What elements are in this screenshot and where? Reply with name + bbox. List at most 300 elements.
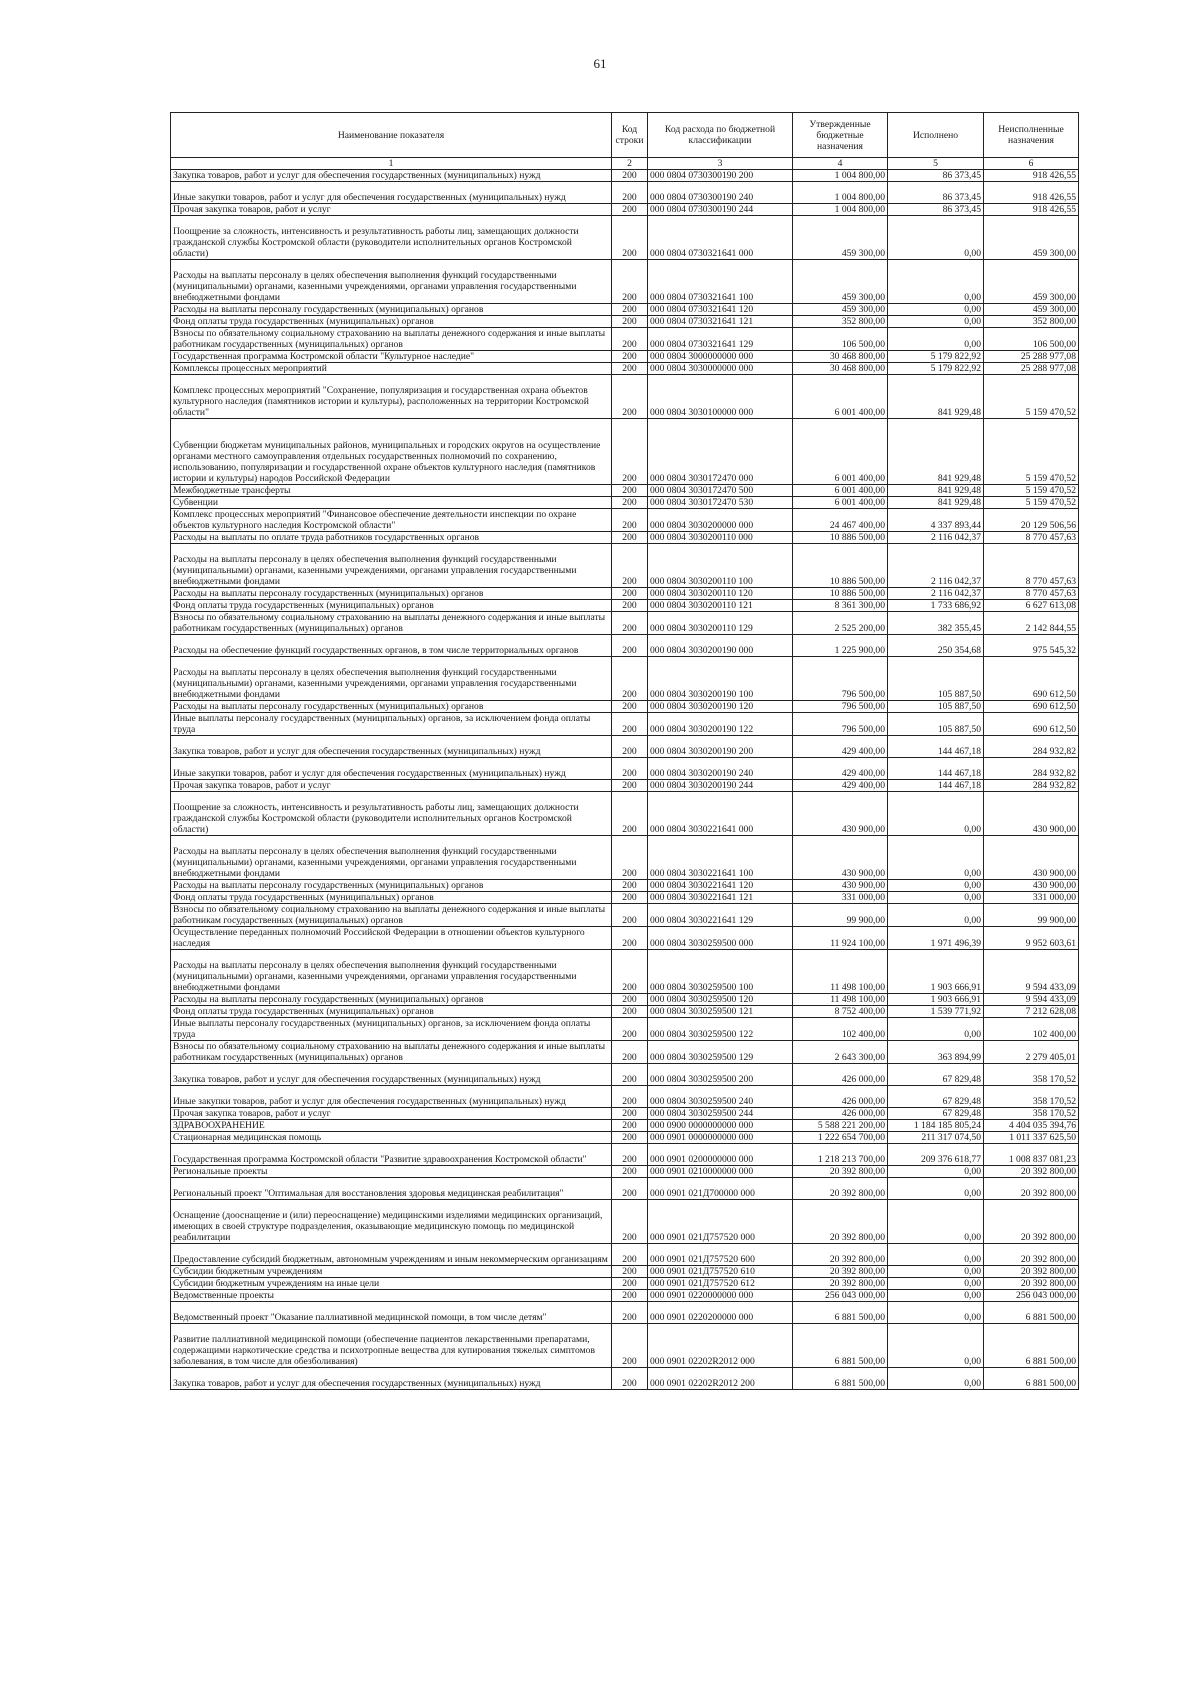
row-approved: 796 500,00	[793, 713, 888, 736]
row-budget-code: 000 0804 0730321641 121	[648, 316, 793, 328]
row-executed: 5 179 822,92	[888, 363, 984, 375]
row-unexecuted: 6 627 613,08	[984, 600, 1079, 612]
row-budget-code: 000 0804 0730300190 244	[648, 204, 793, 216]
row-approved: 11 498 100,00	[793, 994, 888, 1006]
table-row	[171, 588, 1079, 600]
row-budget-code: 000 0804 3030200190 000	[648, 635, 793, 657]
row-approved: 99 900,00	[793, 904, 888, 927]
page-number: 61	[593, 56, 607, 71]
table-row	[171, 1324, 1079, 1368]
table-row	[171, 1178, 1079, 1200]
table-row	[171, 316, 1079, 328]
row-approved: 1 004 800,00	[793, 170, 888, 182]
row-code: 200	[612, 736, 648, 758]
row-budget-code: 000 0804 3030221641 000	[648, 792, 793, 836]
row-executed: 841 929,48	[888, 419, 984, 485]
row-budget-code: 000 0901 021Д757520 610	[648, 1266, 793, 1278]
row-unexecuted: 430 900,00	[984, 836, 1079, 880]
row-budget-code: 000 0804 3030200110 129	[648, 612, 793, 635]
row-approved: 1 004 800,00	[793, 182, 888, 204]
row-executed: 86 373,45	[888, 204, 984, 216]
table-row	[171, 485, 1079, 497]
row-unexecuted: 9 594 433,09	[984, 994, 1079, 1006]
row-executed: 382 355,45	[888, 612, 984, 635]
row-code: 200	[612, 1120, 648, 1132]
row-name: Расходы на выплаты персоналу в целях обеспечения выполнения функций государственными (муниципальными) органами, казенными учреждениями, органами управления государственными внебюджетными фондами	[171, 260, 612, 304]
table-row	[171, 1244, 1079, 1266]
row-approved: 20 392 800,00	[793, 1244, 888, 1266]
column-number: 1	[171, 158, 612, 170]
table-row	[171, 836, 1079, 880]
row-unexecuted: 20 392 800,00	[984, 1178, 1079, 1200]
row-executed: 0,00	[888, 1166, 984, 1178]
row-executed: 0,00	[888, 1200, 984, 1244]
row-executed: 105 887,50	[888, 657, 984, 701]
row-unexecuted: 99 900,00	[984, 904, 1079, 927]
row-approved: 6 001 400,00	[793, 419, 888, 485]
table-row	[171, 1108, 1079, 1120]
row-name: Оснащение (дооснащение и (или) переоснащение) медицинскими изделиями медицинских организаций, имеющих в своей структуре подразделения, оказывающие медицинскую помощь по медицинской реабилитации	[171, 1200, 612, 1244]
row-approved: 30 468 800,00	[793, 351, 888, 363]
row-name: Иные закупки товаров, работ и услуг для обеспечения государственных (муниципальных) нужд	[171, 758, 612, 780]
table-row	[171, 758, 1079, 780]
row-executed: 1 184 185 805,24	[888, 1120, 984, 1132]
row-name: Закупка товаров, работ и услуг для обеспечения государственных (муниципальных) нужд	[171, 1368, 612, 1390]
row-budget-code: 000 0804 3030259500 120	[648, 994, 793, 1006]
row-code: 200	[612, 1178, 648, 1200]
row-code: 200	[612, 170, 648, 182]
row-unexecuted: 430 900,00	[984, 792, 1079, 836]
row-executed: 144 467,18	[888, 758, 984, 780]
row-budget-code: 000 0804 3030259500 121	[648, 1006, 793, 1018]
table-row	[171, 1278, 1079, 1290]
row-budget-code: 000 0804 3030259500 244	[648, 1108, 793, 1120]
table-row	[171, 260, 1079, 304]
row-code: 200	[612, 328, 648, 351]
row-unexecuted: 918 426,55	[984, 204, 1079, 216]
row-unexecuted: 690 612,50	[984, 701, 1079, 713]
table-row	[171, 1302, 1079, 1324]
row-unexecuted: 284 932,82	[984, 736, 1079, 758]
row-approved: 430 900,00	[793, 836, 888, 880]
row-code: 200	[612, 927, 648, 950]
row-code: 200	[612, 1144, 648, 1166]
row-approved: 1 222 654 700,00	[793, 1132, 888, 1144]
row-approved: 1 218 213 700,00	[793, 1144, 888, 1166]
row-unexecuted: 284 932,82	[984, 780, 1079, 792]
row-name: Межбюджетные трансферты	[171, 485, 612, 497]
row-approved: 106 500,00	[793, 328, 888, 351]
table-row	[171, 497, 1079, 509]
row-approved: 796 500,00	[793, 657, 888, 701]
row-approved: 8 752 400,00	[793, 1006, 888, 1018]
table-row	[171, 351, 1079, 363]
table-row	[171, 780, 1079, 792]
row-unexecuted: 25 288 977,08	[984, 351, 1079, 363]
row-budget-code: 000 0901 0220200000 000	[648, 1302, 793, 1324]
table-row	[171, 950, 1079, 994]
row-name: Предоставление субсидий бюджетным, автономным учреждениям и иным некоммерческим организациям	[171, 1244, 612, 1266]
row-unexecuted: 918 426,55	[984, 170, 1079, 182]
row-name: Фонд оплаты труда государственных (муниципальных) органов	[171, 600, 612, 612]
row-executed: 2 116 042,37	[888, 588, 984, 600]
row-code: 200	[612, 304, 648, 316]
row-code: 200	[612, 1266, 648, 1278]
row-budget-code: 000 0804 0730321641 120	[648, 304, 793, 316]
row-executed: 0,00	[888, 304, 984, 316]
row-executed: 2 116 042,37	[888, 532, 984, 544]
row-unexecuted: 6 881 500,00	[984, 1302, 1079, 1324]
row-name: Региональные проекты	[171, 1166, 612, 1178]
row-budget-code: 000 0804 3030200190 240	[648, 758, 793, 780]
row-code: 200	[612, 880, 648, 892]
row-approved: 429 400,00	[793, 736, 888, 758]
column-header-name: Наименование показателя	[171, 113, 612, 158]
row-code: 200	[612, 1368, 648, 1390]
row-approved: 331 000,00	[793, 892, 888, 904]
column-header-executed: Исполнено	[888, 113, 984, 158]
row-approved: 20 392 800,00	[793, 1200, 888, 1244]
row-code: 200	[612, 758, 648, 780]
row-unexecuted: 4 404 035 394,76	[984, 1120, 1079, 1132]
row-name: Фонд оплаты труда государственных (муниципальных) органов	[171, 316, 612, 328]
table-row	[171, 994, 1079, 1006]
row-approved: 20 392 800,00	[793, 1178, 888, 1200]
row-code: 200	[612, 485, 648, 497]
row-approved: 6 001 400,00	[793, 485, 888, 497]
column-number: 2	[612, 158, 648, 170]
column-number: 6	[984, 158, 1079, 170]
row-unexecuted: 5 159 470,52	[984, 497, 1079, 509]
row-budget-code: 000 0804 3000000000 000	[648, 351, 793, 363]
row-unexecuted: 106 500,00	[984, 328, 1079, 351]
row-name: Иные закупки товаров, работ и услуг для обеспечения государственных (муниципальных) нужд	[171, 1086, 612, 1108]
row-budget-code: 000 0901 021Д757520 612	[648, 1278, 793, 1290]
table-row	[171, 792, 1079, 836]
row-name: Расходы на выплаты персоналу в целях обеспечения выполнения функций государственными (муниципальными) органами, казенными учреждениями, органами управления государственными внебюджетными фондами	[171, 657, 612, 701]
row-budget-code: 000 0901 021Д757520 600	[648, 1244, 793, 1266]
row-executed: 0,00	[888, 1244, 984, 1266]
row-code: 200	[612, 1244, 648, 1266]
table-row	[171, 1041, 1079, 1064]
row-unexecuted: 358 170,52	[984, 1064, 1079, 1086]
row-unexecuted: 9 952 603,61	[984, 927, 1079, 950]
row-name: Прочая закупка товаров, работ и услуг	[171, 780, 612, 792]
row-code: 200	[612, 1086, 648, 1108]
row-executed: 1 971 496,39	[888, 927, 984, 950]
row-code: 200	[612, 588, 648, 600]
row-approved: 24 467 400,00	[793, 509, 888, 532]
row-unexecuted: 690 612,50	[984, 657, 1079, 701]
row-executed: 0,00	[888, 892, 984, 904]
row-unexecuted: 20 392 800,00	[984, 1278, 1079, 1290]
row-unexecuted: 430 900,00	[984, 880, 1079, 892]
row-code: 200	[612, 1324, 648, 1368]
row-unexecuted: 459 300,00	[984, 304, 1079, 316]
row-code: 200	[612, 1041, 648, 1064]
row-name: Ведомственные проекты	[171, 1290, 612, 1302]
row-executed: 1 903 666,91	[888, 950, 984, 994]
row-executed: 2 116 042,37	[888, 544, 984, 588]
row-unexecuted: 9 594 433,09	[984, 950, 1079, 994]
row-executed: 0,00	[888, 904, 984, 927]
row-unexecuted: 690 612,50	[984, 713, 1079, 736]
row-code: 200	[612, 1278, 648, 1290]
column-number-row	[171, 158, 1079, 170]
row-approved: 6 001 400,00	[793, 375, 888, 419]
row-name: Комплексы процессных мероприятий	[171, 363, 612, 375]
row-approved: 10 886 500,00	[793, 588, 888, 600]
row-budget-code: 000 0804 0730300190 200	[648, 170, 793, 182]
row-code: 200	[612, 204, 648, 216]
row-code: 200	[612, 216, 648, 260]
row-executed: 144 467,18	[888, 736, 984, 758]
row-name: Расходы на выплаты персоналу государственных (муниципальных) органов	[171, 880, 612, 892]
row-unexecuted: 352 800,00	[984, 316, 1079, 328]
row-name: Субвенции бюджетам муниципальных районов, муниципальных и городских округов на осуществление органами местного самоуправления отдельных государственных полномочий по сохранению, использованию, популяризации и государственной охране объектов культурного наследия (памятников истории и культуры) народов Российской Федерации	[171, 419, 612, 485]
table-row	[171, 216, 1079, 260]
row-budget-code: 000 0804 3030221641 129	[648, 904, 793, 927]
row-budget-code: 000 0804 3030259500 000	[648, 927, 793, 950]
row-code: 200	[612, 600, 648, 612]
row-approved: 429 400,00	[793, 758, 888, 780]
row-budget-code: 000 0804 3030259500 200	[648, 1064, 793, 1086]
row-unexecuted: 331 000,00	[984, 892, 1079, 904]
table-row	[171, 544, 1079, 588]
row-executed: 363 894,99	[888, 1041, 984, 1064]
row-code: 200	[612, 1006, 648, 1018]
row-name: ЗДРАВООХРАНЕНИЕ	[171, 1120, 612, 1132]
table-row	[171, 635, 1079, 657]
row-code: 200	[612, 1132, 648, 1144]
row-executed: 67 829,48	[888, 1108, 984, 1120]
row-name: Комплекс процессных мероприятий "Финансовое обеспечение деятельности инспекции по охране объектов культурного наследия Костромской области"	[171, 509, 612, 532]
row-name: Расходы на обеспечение функций государственных органов, в том числе территориальных органов	[171, 635, 612, 657]
row-name: Прочая закупка товаров, работ и услуг	[171, 204, 612, 216]
row-budget-code: 000 0804 3030259500 100	[648, 950, 793, 994]
row-approved: 6 881 500,00	[793, 1324, 888, 1368]
table-row	[171, 1018, 1079, 1041]
row-approved: 6 001 400,00	[793, 497, 888, 509]
row-unexecuted: 102 400,00	[984, 1018, 1079, 1041]
row-name: Взносы по обязательному социальному страхованию на выплаты денежного содержания и иные выплаты работникам государственных (муниципальных) органов	[171, 1041, 612, 1064]
table-row	[171, 1144, 1079, 1166]
table-header-row	[171, 113, 1079, 158]
row-unexecuted: 256 043 000,00	[984, 1290, 1079, 1302]
column-number: 4	[793, 158, 888, 170]
row-code: 200	[612, 950, 648, 994]
table-row	[171, 1086, 1079, 1108]
row-budget-code: 000 0804 3030200190 200	[648, 736, 793, 758]
row-budget-code: 000 0901 021Д757520 000	[648, 1200, 793, 1244]
row-approved: 459 300,00	[793, 304, 888, 316]
row-budget-code: 000 0804 3030259500 122	[648, 1018, 793, 1041]
row-name: Субвенции	[171, 497, 612, 509]
table-row	[171, 1166, 1079, 1178]
column-header-approved: Утвержденные бюджетные назначения	[793, 113, 888, 158]
row-approved: 352 800,00	[793, 316, 888, 328]
row-budget-code: 000 0804 3030100000 000	[648, 375, 793, 419]
row-code: 200	[612, 792, 648, 836]
row-executed: 0,00	[888, 1324, 984, 1368]
row-budget-code: 000 0901 02202R2012 000	[648, 1324, 793, 1368]
row-unexecuted: 459 300,00	[984, 216, 1079, 260]
row-executed: 0,00	[888, 328, 984, 351]
row-executed: 0,00	[888, 260, 984, 304]
row-unexecuted: 8 770 457,63	[984, 532, 1079, 544]
row-unexecuted: 20 129 506,56	[984, 509, 1079, 532]
table-row	[171, 363, 1079, 375]
table-row	[171, 509, 1079, 532]
table-row	[171, 182, 1079, 204]
row-unexecuted: 20 392 800,00	[984, 1166, 1079, 1178]
row-approved: 459 300,00	[793, 216, 888, 260]
row-unexecuted: 6 881 500,00	[984, 1324, 1079, 1368]
row-code: 200	[612, 182, 648, 204]
row-unexecuted: 5 159 470,52	[984, 375, 1079, 419]
row-executed: 0,00	[888, 836, 984, 880]
row-code: 200	[612, 836, 648, 880]
row-code: 200	[612, 612, 648, 635]
row-executed: 0,00	[888, 1018, 984, 1041]
row-approved: 11 498 100,00	[793, 950, 888, 994]
row-name: Расходы на выплаты персоналу государственных (муниципальных) органов	[171, 588, 612, 600]
column-number: 3	[648, 158, 793, 170]
row-name: Осуществление переданных полномочий Российской Федерации в отношении объектов культурного наследия	[171, 927, 612, 950]
table-row	[171, 328, 1079, 351]
row-budget-code: 000 0900 0000000000 000	[648, 1120, 793, 1132]
row-budget-code: 000 0901 0220000000 000	[648, 1290, 793, 1302]
row-approved: 426 000,00	[793, 1108, 888, 1120]
row-executed: 86 373,45	[888, 170, 984, 182]
row-budget-code: 000 0804 3030200190 100	[648, 657, 793, 701]
row-approved: 11 924 100,00	[793, 927, 888, 950]
row-unexecuted: 1 008 837 081,23	[984, 1144, 1079, 1166]
row-budget-code: 000 0804 3030172470 500	[648, 485, 793, 497]
row-code: 200	[612, 532, 648, 544]
row-executed: 1 903 666,91	[888, 994, 984, 1006]
row-approved: 430 900,00	[793, 792, 888, 836]
row-name: Расходы на выплаты персоналу в целях обеспечения выполнения функций государственными (муниципальными) органами, казенными учреждениями, органами управления государственными внебюджетными фондами	[171, 836, 612, 880]
row-executed: 250 354,68	[888, 635, 984, 657]
row-approved: 1 225 900,00	[793, 635, 888, 657]
row-executed: 0,00	[888, 216, 984, 260]
row-budget-code: 000 0804 3030200190 120	[648, 701, 793, 713]
table-row	[171, 1290, 1079, 1302]
row-code: 200	[612, 316, 648, 328]
table-row	[171, 713, 1079, 736]
column-number: 5	[888, 158, 984, 170]
row-executed: 1 539 771,92	[888, 1006, 984, 1018]
row-code: 200	[612, 780, 648, 792]
row-unexecuted: 5 159 470,52	[984, 485, 1079, 497]
row-code: 200	[612, 1200, 648, 1244]
table-row	[171, 532, 1079, 544]
row-budget-code: 000 0901 0210000000 000	[648, 1166, 793, 1178]
row-name: Прочая закупка товаров, работ и услуг	[171, 1108, 612, 1120]
row-name: Расходы на выплаты персоналу государственных (муниципальных) органов	[171, 304, 612, 316]
row-executed: 0,00	[888, 1368, 984, 1390]
row-name: Закупка товаров, работ и услуг для обеспечения государственных (муниципальных) нужд	[171, 736, 612, 758]
row-name: Иные выплаты персоналу государственных (муниципальных) органов, за исключением фонда оплаты труда	[171, 713, 612, 736]
row-name: Фонд оплаты труда государственных (муниципальных) органов	[171, 892, 612, 904]
row-executed: 209 376 618,77	[888, 1144, 984, 1166]
row-name: Комплекс процессных мероприятий "Сохранение, популяризация и государственная охрана объектов культурного наследия (памятников истории и культуры), расположенных на территории Костромской области"	[171, 375, 612, 419]
row-approved: 10 886 500,00	[793, 544, 888, 588]
row-name: Расходы на выплаты персоналу в целях обеспечения выполнения функций государственными (муниципальными) органами, казенными учреждениями, органами управления государственными внебюджетными фондами	[171, 950, 612, 994]
table-row	[171, 892, 1079, 904]
row-name: Взносы по обязательному социальному страхованию на выплаты денежного содержания и иные выплаты работникам государственных (муниципальных) органов	[171, 612, 612, 635]
row-code: 200	[612, 701, 648, 713]
row-budget-code: 000 0804 3030172470 000	[648, 419, 793, 485]
row-code: 200	[612, 260, 648, 304]
row-executed: 0,00	[888, 1178, 984, 1200]
table-row	[171, 419, 1079, 485]
row-approved: 20 392 800,00	[793, 1278, 888, 1290]
row-code: 200	[612, 509, 648, 532]
row-name: Государственная программа Костромской области "Культурное наследие"	[171, 351, 612, 363]
row-unexecuted: 5 159 470,52	[984, 419, 1079, 485]
column-header-bk: Код расхода по бюджетной классификации	[648, 113, 793, 158]
row-executed: 105 887,50	[888, 713, 984, 736]
table-row	[171, 1120, 1079, 1132]
row-name: Расходы на выплаты персоналу в целях обеспечения выполнения функций государственными (муниципальными) органами, казенными учреждениями, органами управления государственными внебюджетными фондами	[171, 544, 612, 588]
row-code: 200	[612, 363, 648, 375]
row-unexecuted: 975 545,32	[984, 635, 1079, 657]
table-row	[171, 600, 1079, 612]
row-name: Закупка товаров, работ и услуг для обеспечения государственных (муниципальных) нужд	[171, 1064, 612, 1086]
row-approved: 2 525 200,00	[793, 612, 888, 635]
row-budget-code: 000 0804 3030221641 120	[648, 880, 793, 892]
row-executed: 841 929,48	[888, 497, 984, 509]
row-unexecuted: 8 770 457,63	[984, 544, 1079, 588]
row-name: Закупка товаров, работ и услуг для обеспечения государственных (муниципальных) нужд	[171, 170, 612, 182]
row-executed: 841 929,48	[888, 375, 984, 419]
table-row	[171, 1132, 1079, 1144]
row-name: Поощрение за сложность, интенсивность и результативность работы лиц, замещающих должности гражданской службы Костромской области (руководители исполнительных органов Костромской области)	[171, 216, 612, 260]
table-row	[171, 904, 1079, 927]
row-budget-code: 000 0804 3030259500 129	[648, 1041, 793, 1064]
row-budget-code: 000 0901 0200000000 000	[648, 1144, 793, 1166]
row-name: Взносы по обязательному социальному страхованию на выплаты денежного содержания и иные выплаты работникам государственных (муниципальных) органов	[171, 904, 612, 927]
table-row	[171, 1064, 1079, 1086]
row-approved: 1 004 800,00	[793, 204, 888, 216]
row-approved: 796 500,00	[793, 701, 888, 713]
column-header-code: Код строки	[612, 113, 648, 158]
table-row	[171, 1200, 1079, 1244]
row-name: Фонд оплаты труда государственных (муниципальных) органов	[171, 1006, 612, 1018]
row-approved: 6 881 500,00	[793, 1302, 888, 1324]
table-row	[171, 170, 1079, 182]
row-unexecuted: 7 212 628,08	[984, 1006, 1079, 1018]
row-approved: 8 361 300,00	[793, 600, 888, 612]
row-code: 200	[612, 1290, 648, 1302]
row-approved: 459 300,00	[793, 260, 888, 304]
row-budget-code: 000 0804 3030200110 100	[648, 544, 793, 588]
table-row	[171, 736, 1079, 758]
row-unexecuted: 1 011 337 625,50	[984, 1132, 1079, 1144]
row-executed: 0,00	[888, 880, 984, 892]
row-executed: 105 887,50	[888, 701, 984, 713]
row-budget-code: 000 0901 02202R2012 200	[648, 1368, 793, 1390]
row-executed: 86 373,45	[888, 182, 984, 204]
row-executed: 144 467,18	[888, 780, 984, 792]
row-executed: 211 317 074,50	[888, 1132, 984, 1144]
row-name: Расходы на выплаты по оплате труда работников государственных органов	[171, 532, 612, 544]
row-code: 200	[612, 635, 648, 657]
row-approved: 426 000,00	[793, 1086, 888, 1108]
row-unexecuted: 20 392 800,00	[984, 1244, 1079, 1266]
